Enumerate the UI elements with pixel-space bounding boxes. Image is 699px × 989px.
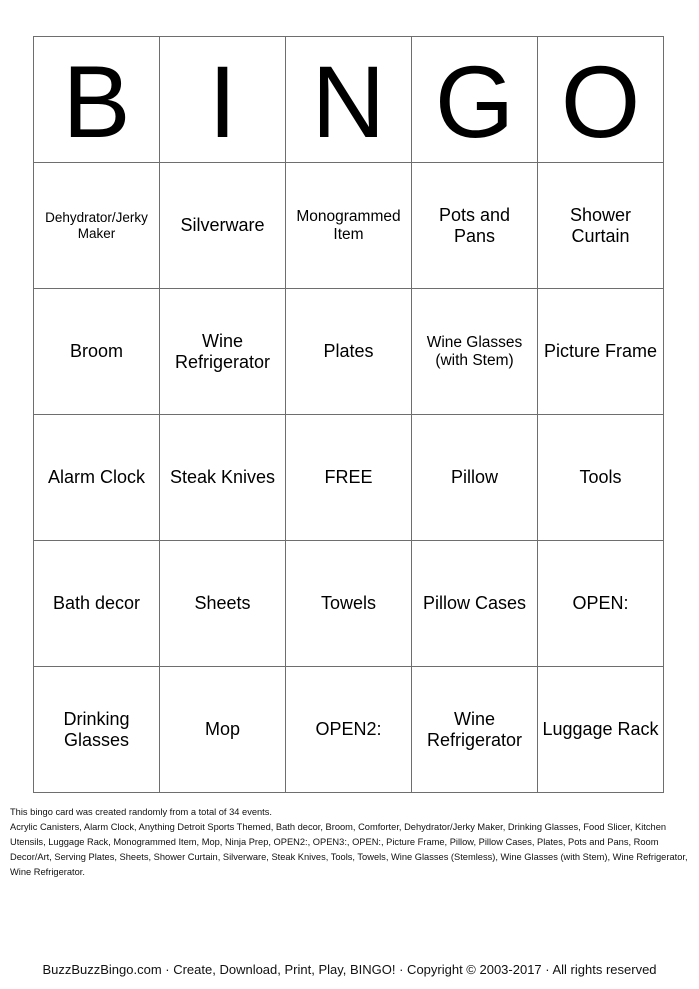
bingo-cell[interactable]: OPEN:: [538, 541, 664, 667]
header-letter-o: O: [538, 37, 664, 163]
bingo-cell[interactable]: Wine Glasses (with Stem): [412, 289, 538, 415]
bingo-row: [34, 541, 664, 667]
bingo-cell[interactable]: Monogrammed Item: [286, 163, 412, 289]
card-summary: This bingo card was created randomly from a total of 34 events.: [10, 807, 272, 817]
bingo-row: [34, 289, 664, 415]
bingo-cell[interactable]: Shower Curtain: [538, 163, 664, 289]
bingo-cell[interactable]: Silverware: [160, 163, 286, 289]
header-letter-n: N: [286, 37, 412, 163]
bingo-cell[interactable]: Plates: [286, 289, 412, 415]
event-list: Acrylic Canisters, Alarm Clock, Anything Detroit Sports Themed, Bath decor, Broom, Comforter, Dehydrator/Jerky Maker, Drinking Glasses, Food Slicer, Kitchen Utensils, Luggage Rack, Monogrammed Item, Mop, Ninja Prep, OPEN2:, OPEN3:, OPEN:, Picture Frame, Pillow, Pillow Cases, Plates, Pots and Pans, Room Decor/Art, Serving Plates, Sheets, Shower Curtain, Silverware, Steak Knives, Tools, Towels, Wine Glasses (Stemless), Wine Glasses (with Stem), Wine Refrigerator, Wine Refrigerator.: [10, 822, 688, 877]
bingo-cell[interactable]: Drinking Glasses: [34, 667, 160, 793]
card-info: [10, 805, 690, 880]
bingo-cell[interactable]: Alarm Clock: [34, 415, 160, 541]
header-letter-i: I: [160, 37, 286, 163]
header-letter-b: B: [34, 37, 160, 163]
bingo-cell[interactable]: Mop: [160, 667, 286, 793]
bingo-cell[interactable]: Tools: [538, 415, 664, 541]
bingo-cell[interactable]: Pillow: [412, 415, 538, 541]
bingo-cell[interactable]: Steak Knives: [160, 415, 286, 541]
bingo-cell[interactable]: Towels: [286, 541, 412, 667]
bingo-cell[interactable]: Picture Frame: [538, 289, 664, 415]
bingo-cell[interactable]: Sheets: [160, 541, 286, 667]
bingo-cell[interactable]: Wine Refrigerator: [160, 289, 286, 415]
free-space[interactable]: FREE: [286, 415, 412, 541]
page-footer: BuzzBuzzBingo.com · Create, Download, Print, Play, BINGO! · Copyright © 2003-2017 · All rights reserved: [42, 962, 657, 977]
bingo-cell[interactable]: Broom: [34, 289, 160, 415]
bingo-row: [34, 667, 664, 793]
bingo-cell[interactable]: Pillow Cases: [412, 541, 538, 667]
bingo-cell[interactable]: OPEN2:: [286, 667, 412, 793]
bingo-cell[interactable]: Pots and Pans: [412, 163, 538, 289]
bingo-row: [34, 415, 664, 541]
bingo-cell[interactable]: Wine Refrigerator: [412, 667, 538, 793]
header-letter-g: G: [412, 37, 538, 163]
bingo-row: [34, 163, 664, 289]
bingo-cell[interactable]: Bath decor: [34, 541, 160, 667]
bingo-header-row: [34, 37, 664, 163]
bingo-card: [33, 36, 664, 793]
bingo-cell[interactable]: Dehydrator/Jerky Maker: [34, 163, 160, 289]
bingo-cell[interactable]: Luggage Rack: [538, 667, 664, 793]
